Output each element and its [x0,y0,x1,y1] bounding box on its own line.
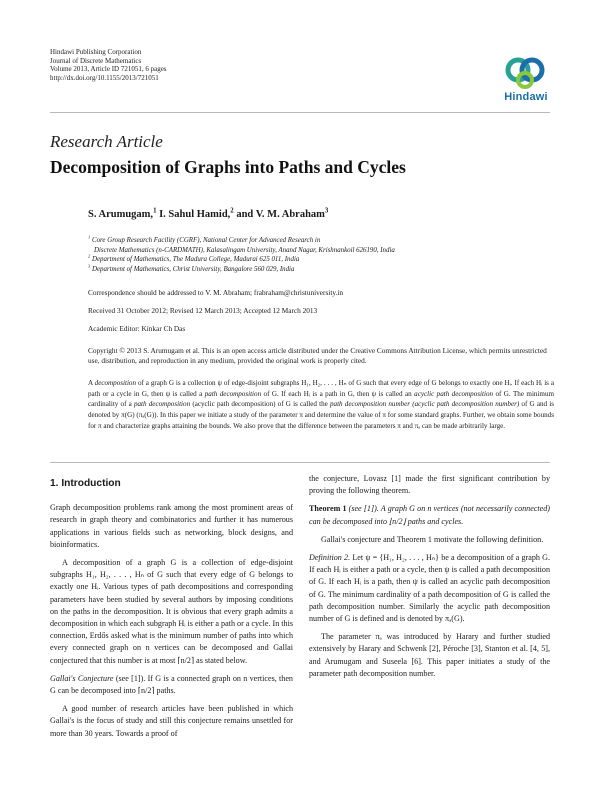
author-name: S. Arumugam, [88,209,154,220]
affil-text: Core Group Research Facility (CGRF), National Center for Advanced Research in [91,237,321,244]
author-affil-marker: 3 [324,207,329,215]
correspondence: Correspondence should be addressed to V. M. Abraham; frabraham@christuniversity.in [88,288,344,297]
body-column-left [50,468,293,746]
theorem-statement [309,503,550,527]
received-dates: Received 31 October 2012; Revised 12 March 2013; Accepted 12 March 2013 [88,306,318,315]
conjecture-text: (see [1]). If G is a connected graph on n vertices, then G can be decomposed into ⌈n/2⌉ paths. [50,673,293,696]
affiliations [88,236,558,274]
affil-number: 2 [88,253,91,259]
author-list [88,209,328,220]
article-type: Research Article [50,132,163,151]
paragraph: The parameter πₐ was introduced by Harary and further studied extensively by Harary and Schwenk [2], Péroche [3], Stanton et al. [4, 5], and Arumugam and Suseela [6]. This paper initiates a study of the parameter path decomposition number. [309,632,550,678]
affiliation-3 [88,265,558,275]
abstract: A decomposition of a graph G is a collection ψ of edge-disjoint subgraphs H₁, H₂, . . . , Hₙ of G such that every edge of G belongs to exactly one Hᵢ. If each Hᵢ is a path or a cycle in G, then ψ is called a path decomposition of G. If each Hᵢ is a path in G, then ψ is called an acyclic path decomposition of G. The minimum cardinality of a path decomposition (acyclic path decomposition) of G is called the path decomposition number (acyclic path decomposition number) of G and is denoted by π(G) (πₐ(G)). In this paper we initiate a study of the parameter π and determine the value of π for some standard graphs. Further, we obtain some bounds for π and characterize graphs attaining the bounds. We also prove that the difference between the parameters π and πₐ can be made arbitrarily large. [88,379,555,430]
affil-number: 1 [88,234,91,240]
journal-name: Journal of Discrete Mathematics [50,56,142,65]
definition-label: Definition 2. [309,553,351,563]
definition-statement [309,552,550,625]
affiliation-1-cont: Discrete Mathematics (n-CARDMATH), Kalasalingam University, Anand Nagar, Krishnankoil 626190, India [94,246,395,254]
journal-header [50,48,167,82]
author-name: I. Sahul Hamid, [159,209,231,220]
abstract-divider [50,462,550,463]
paragraph: A decomposition of a graph G is a collection of edge-disjoint subgraphs H₁, H₂, . . . , Hₙ of G such that every edge of G belongs to exactly one Hᵢ. Various types of path decompositions and corresponding parameters have been studied by several authors by imposing conditions on the paths in the decomposition. It is obvious that every graph admits a decomposition in which each subgraph Hᵢ is either a path or a cycle. In this connection, Erdős asked what is the minimum number of paths into which every connected graph on n vertices can be decomposed and Gallai conjectured that this number is at most ⌈n/2⌉ as stated below. [50,558,293,665]
theorem-text: (see [1]). A graph G on n vertices (not necessarily connected) can be decomposed into ⌊n/2⌋ paths and cycles. [309,504,551,526]
hindawi-logo-text: Hindawi [504,91,548,103]
paragraph: Graph decomposition problems rank among the most prominent areas of research in graph theory and combinatorics and further it has numerous applications in various fields such as networking, block designs, and bioinformatics. [50,503,293,549]
affil-text: Department of Mathematics, The Madura College, Madurai 625 011, India [91,256,300,264]
paragraph: A good number of research articles have been published in which Gallai's is the focus of study and still this conjecture remains unsettled for more than 30 years. Towards a proof of [50,704,293,738]
paragraph: Gallai's conjecture and Theorem 1 motivate the following definition. [321,534,544,544]
header-divider [50,112,550,113]
affil-number: 3 [88,263,91,269]
volume-info: Volume 2013, Article ID 721051, 6 pages [50,65,167,74]
publisher-name: Hindawi Publishing Corporation [50,48,142,56]
author-affil-marker: 2 [230,207,234,215]
affil-text: Department of Mathematics, Christ University, Bangalore 560 029, India [91,265,295,273]
affiliation-2 [88,255,558,265]
copyright-notice: Copyright © 2013 S. Arumugam et al. This is an open access article distributed under the Creative Commons Attribution License, which permits unrestricted use, distribution, and reproduction in any medium, provided the original work is properly cited. [88,346,547,365]
academic-editor: Academic Editor: Kinkar Ch Das [88,324,186,333]
affiliation-1 [88,236,558,246]
definition-text: Let ψ = {H₁, H₂, . . . , Hₙ} be a decomposition of a graph G. If each Hᵢ is either a path or a cycle, then ψ is called a path decomposition of G. If each Hᵢ is a path, then ψ is called an acyclic path decomposition of G. The minimum cardinality of a path decomposition of G is called the path decomposition number. Similarly the acyclic path decomposition number of G is defined and is denoted by πₐ(G). [309,553,550,624]
conjecture-label: Gallai's Conjecture [50,673,114,683]
paragraph: the conjecture, Lovasz [1] made the first significant contribution by proving the following theorem. [309,474,550,496]
body-column-right [309,473,550,686]
author-affil-marker: 1 [153,207,157,215]
theorem-label: Theorem 1 [309,504,347,514]
conjecture-statement [50,673,293,697]
article-title: Decomposition of Graphs into Paths and Cycles [50,157,406,177]
author-name: and V. M. Abraham [236,209,325,220]
doi-link[interactable]: http://dx.doi.org/10.1155/2013/721051 [50,73,159,82]
section-heading: 1. Introduction [50,478,121,489]
